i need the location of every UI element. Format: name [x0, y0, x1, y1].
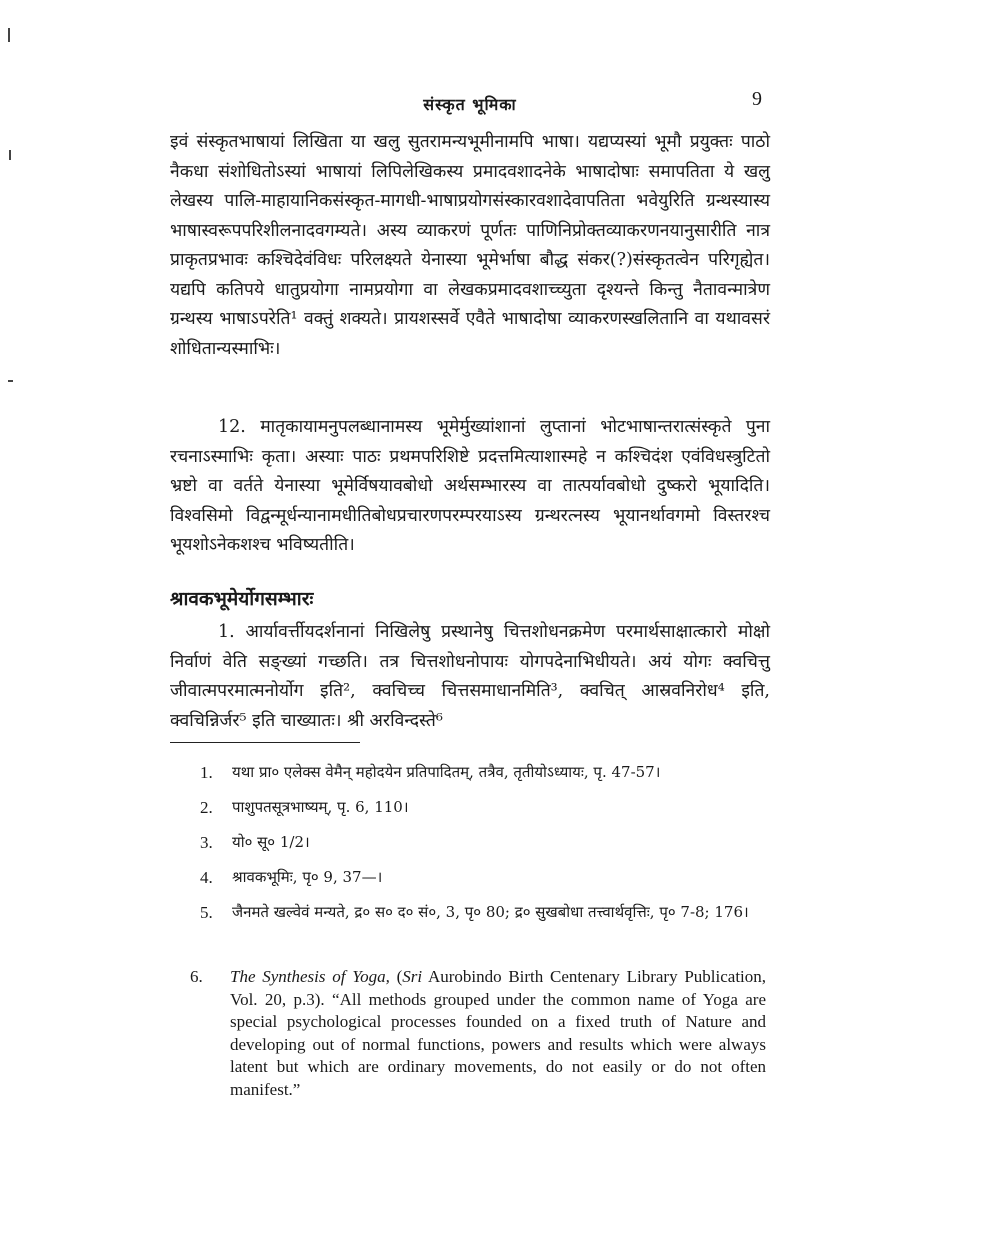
- footnote-6-body: Aurobindo Birth Centenary Library Publication, Vol. 20, p.3). “All methods grouped under the common name of Yoga are special psychological processes founded on a fixed truth of Nature and developing out of normal functions, powers and results which were always latent but which are ordinary movements, do not easily or do not often manifest.”: [230, 967, 767, 1099]
- footnote-number: 6.: [190, 967, 203, 986]
- footnote-6-text: [230, 966, 766, 1101]
- footnote-item: [200, 830, 766, 855]
- scan-artifact: [9, 150, 11, 160]
- section-heading: श्रावकभूमेर्योगसम्भारः: [170, 588, 314, 610]
- paragraph-1: इवं संस्कृतभाषायां लिखिता या खलु सुतरामन्यभूमीनामपि भाषा। यद्यप्यस्यां भूमौ प्रयुक्तः पाठो नैकधा संशोधितोऽस्यां भाषायां लिपिलेखिकस्य प्रमादवशादनेके भाषादोषाः समापतिता ये खलु लेखस्य पालि-माहायानिकसंस्कृत-मागधी-भाषाप्रयोगसंस्कारवशादेवापतिता भवेयुरिति ग्रन्थस्यास्य भाषास्वरूपपरिशीलनादवगम्यते। अस्य व्याकरणं पूर्णतः पाणिनिप्रोक्तव्याकरणनयानुसारीति नात्र प्राकृतप्रभावः कश्चिदेवंविधः परिलक्ष्यते येनास्या भूमेर्भाषा बौद्ध संकर(?)संस्कृतत्वेन परिगृह्येत। यद्यपि कतिपये धातुप्रयोगा नामप्रयोगा वा लेखकप्रमादवशाच्च्युता दृश्यन्ते किन्तु नैतावन्मात्रेण ग्रन्थस्य भाषाऽपरेति¹ वक्तुं शक्यते। प्रायशस्सर्वे एवैते भाषादोषा व्याकरणस्खलितानि वा यथावसरं शोधितान्यस्माभिः।: [170, 132, 770, 359]
- footnote-text: जैनमते खल्वेवं मन्यते, द्र० स० द० सं०, 3, पृ० 80; द्र० सुखबोधा तत्त्वार्थवृत्तिः, पृ० 7-8; 176।: [232, 903, 749, 921]
- footnote-item: [200, 865, 766, 890]
- running-head: संस्कृत भूमिका: [423, 95, 517, 114]
- footnote-6: [190, 966, 766, 1101]
- footnote-number: 3.: [200, 833, 213, 852]
- footnote-text: यो० सू० 1/2।: [232, 833, 310, 851]
- book-title: The Synthesis of Yoga,: [230, 967, 390, 986]
- footnote-item: [200, 900, 766, 925]
- footnote-number: 5.: [200, 903, 213, 922]
- footnote-number: 2.: [200, 798, 213, 817]
- footnote-list: [200, 760, 766, 935]
- paragraph-2: 12. मातृकायामनुपलब्धानामस्य भूमेर्मुख्यांशानां लुप्तानां भोटभाषान्तरात्संस्कृते पुना रचनाऽस्माभिः कृता। अस्याः पाठः प्रथमपरिशिष्टे प्रदत्तमित्याशास्महे न कश्चिदंश एवंविधस्त्रुटितो भ्रष्टो वा वर्तते येनास्या भूमेर्विषयावबोधो अर्थसम्भारस्य वा तात्पर्यावबोधो दुष्करो भूयादिति। विश्वसिमो विद्वन्मूर्धन्यानामधीतिबोधप्रचारणपरम्परयाऽस्य ग्रन्थरत्नस्य भूयानर्थावगमो विस्तरश्च भूयशोऽनेकशश्च भविष्यतीति।: [170, 417, 770, 555]
- footnote-text: पाशुपतसूत्रभाष्यम्, पृ. 6, 110।: [232, 798, 409, 816]
- footnote-text: श्रावकभूमिः, पृ० 9, 37—।: [232, 868, 383, 886]
- scan-artifact: [8, 28, 10, 42]
- footnote-divider: [170, 742, 360, 743]
- footnote-number: 1.: [200, 763, 213, 782]
- page-number: 9: [752, 88, 762, 110]
- footnote-item: [200, 760, 766, 785]
- footnote-number: 4.: [200, 868, 213, 887]
- paragraph-3: 1. आर्यावर्त्तीयदर्शनानां निखिलेषु प्रस्थानेषु चित्तशोधनक्रमेण परमार्थसाक्षात्कारो मोक्षो निर्वाणं वेति सङ्ख्यां गच्छति। तत्र चित्तशोधनोपायः योगपदेनाभिधीयते। अयं योगः क्वचित्तु जीवात्मपरमात्मनोर्योग इति², क्वचिच्च चित्तसमाधानमिति³, क्वचित् आस्रवनिरोध⁴ इति, क्वचिन्निर्जर⁵ इति चाख्यातः। श्री अरविन्दस्ते⁶: [170, 622, 770, 731]
- sri-word: Sri: [402, 967, 423, 986]
- footnote-item: [200, 795, 766, 820]
- footnote-text: यथा प्रा० एलेक्स वेमैन् महोदयेन प्रतिपादितम्, तत्रैव, तृतीयोऽध्यायः, पृ. 47-57।: [232, 763, 661, 781]
- scan-artifact: [8, 380, 13, 382]
- open-paren: (: [396, 967, 403, 986]
